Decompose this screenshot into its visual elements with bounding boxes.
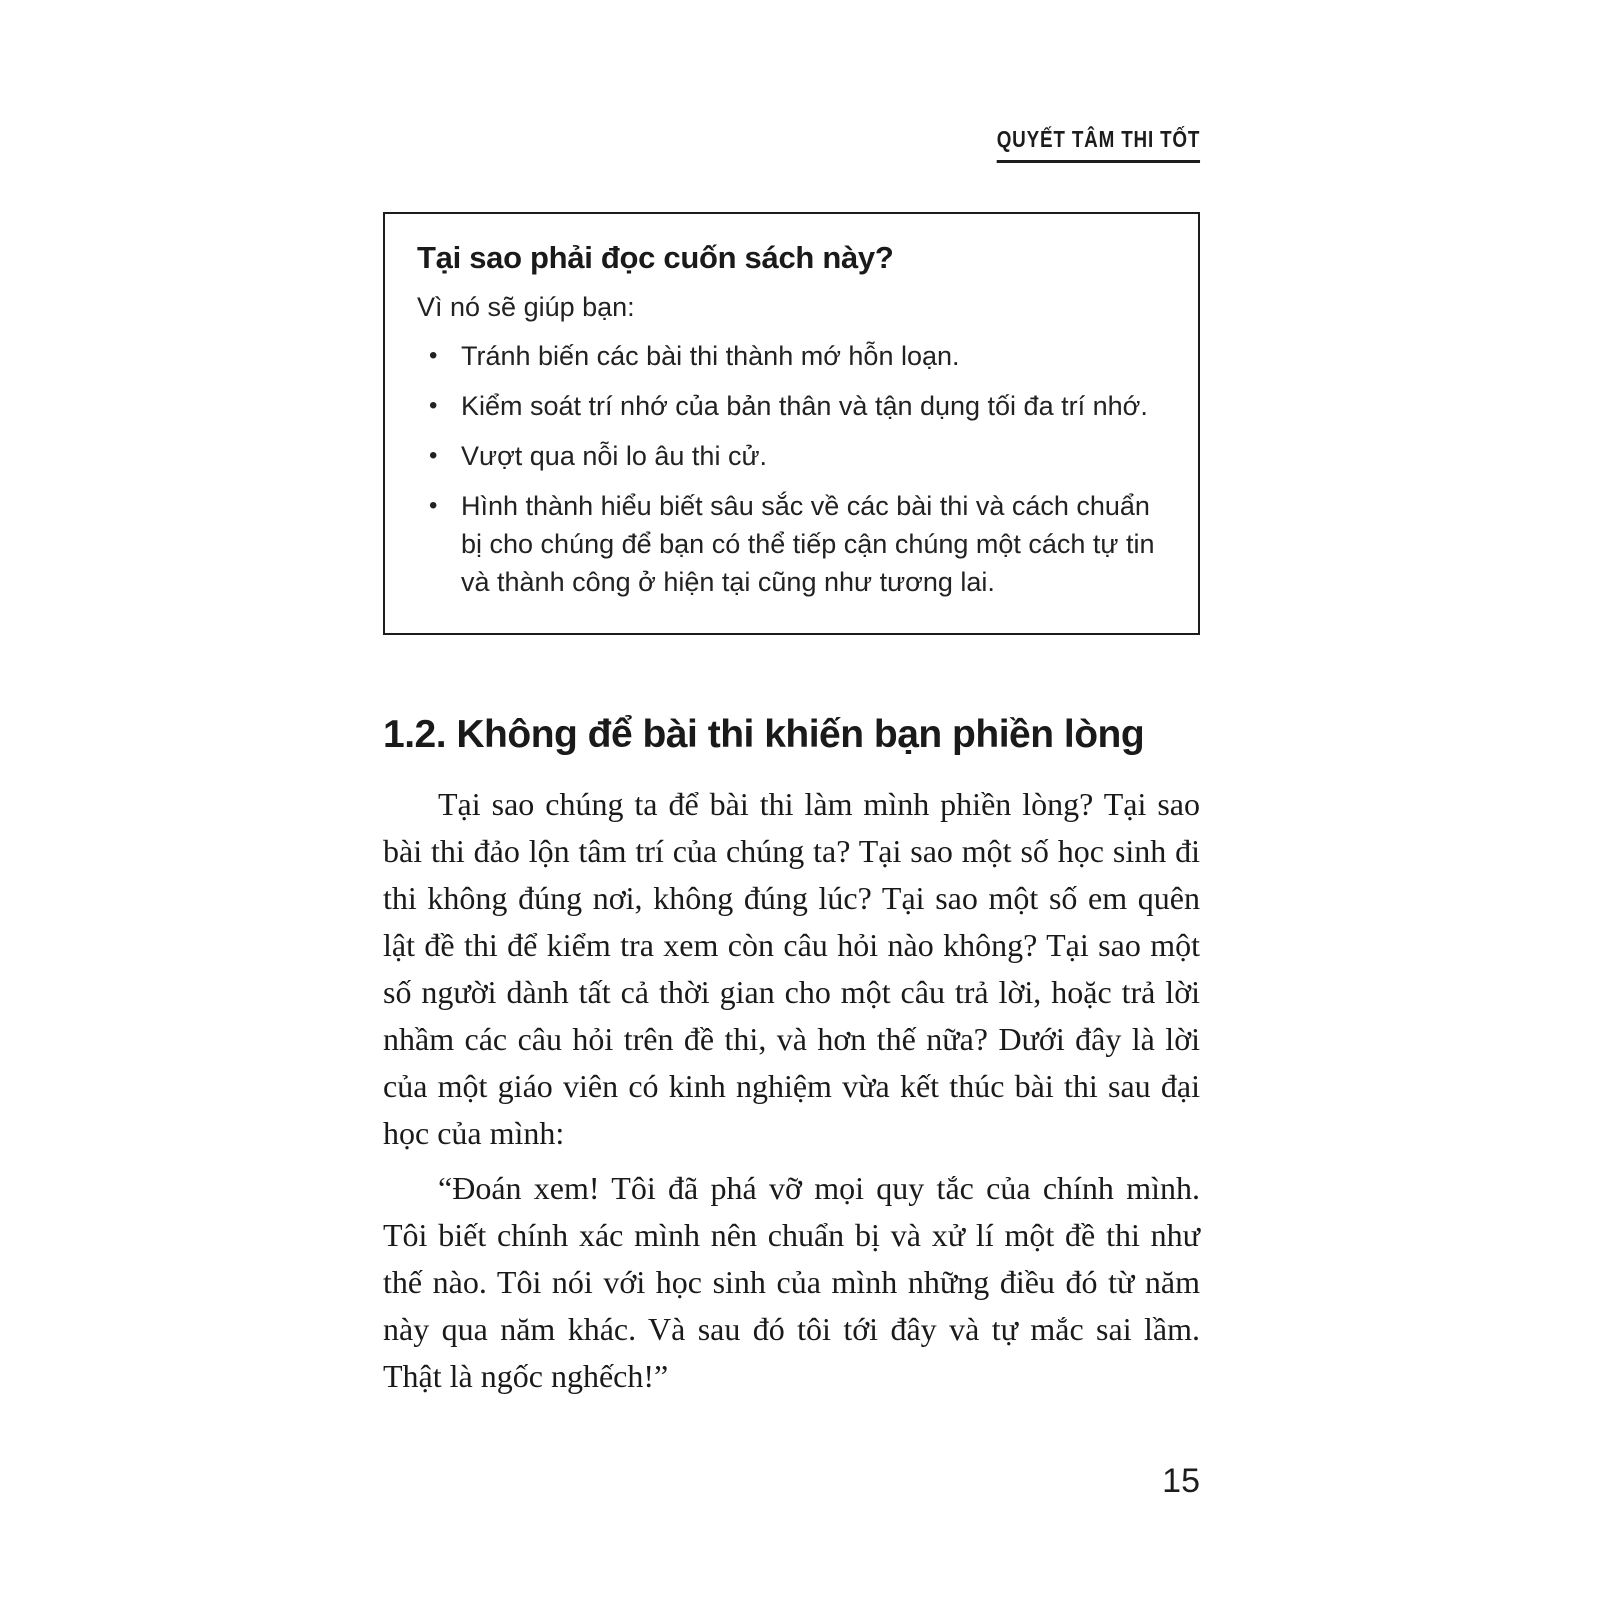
bullet-icon: • (429, 442, 438, 469)
bullet-icon: • (429, 342, 438, 369)
page-content-column (383, 126, 1200, 1400)
list-item (417, 437, 1168, 475)
callout-box-title: Tại sao phải đọc cuốn sách này? (417, 240, 894, 275)
bullet-text: Vượt qua nỗi lo âu thi cử. (461, 441, 768, 471)
bullet-icon: • (429, 492, 438, 519)
running-header-row (383, 126, 1200, 162)
page-number: 15 (1162, 1462, 1200, 1500)
running-header: QUYẾT TÂM THI TỐT (996, 126, 1200, 163)
bullet-text: Kiểm soát trí nhớ của bản thân và tận dụng tối đa trí nhớ. (461, 391, 1148, 421)
list-item (417, 387, 1168, 425)
callout-box (383, 212, 1200, 635)
section-heading: 1.2. Không để bài thi khiến bạn phiền lòng (383, 713, 1145, 756)
callout-box-intro: Vì nó sẽ giúp bạn: (417, 292, 635, 322)
callout-bullet-list (417, 337, 1168, 601)
list-item (417, 487, 1168, 601)
list-item (417, 337, 1168, 375)
body-text (383, 781, 1200, 1400)
bullet-text: Tránh biến các bài thi thành mớ hỗn loạn. (461, 341, 960, 371)
bullet-icon: • (429, 392, 438, 419)
bullet-text: Hình thành hiểu biết sâu sắc về các bài thi và cách chuẩn bị cho chúng để bạn có thể tiếp cận chúng một cách tự tin và thành công ở hiện tại cũng như tương lai. (461, 491, 1155, 597)
quote-paragraph: “Đoán xem! Tôi đã phá vỡ mọi quy tắc của chính mình. Tôi biết chính xác mình nên chuẩn bị và xử lí một đề thi như thế nào. Tôi nói với học sinh của mình những điều đó từ năm này qua năm khác. Và sau đó tôi tới đây và tự mắc sai lầm. Thật là ngốc nghếch!” (383, 1170, 1200, 1394)
body-paragraph: Tại sao chúng ta để bài thi làm mình phiền lòng? Tại sao bài thi đảo lộn tâm trí của chúng ta? Tại sao một số học sinh đi thi không đúng nơi, không đúng lúc? Tại sao một số em quên lật đề thi để kiểm tra xem còn câu hỏi nào không? Tại sao một số người dành tất cả thời gian cho một câu trả lời, hoặc trả lời nhầm các câu hỏi trên đề thi, và hơn thế nữa? Dưới đây là lời của một giáo viên có kinh nghiệm vừa kết thúc bài thi sau đại học của mình: (383, 786, 1200, 1151)
